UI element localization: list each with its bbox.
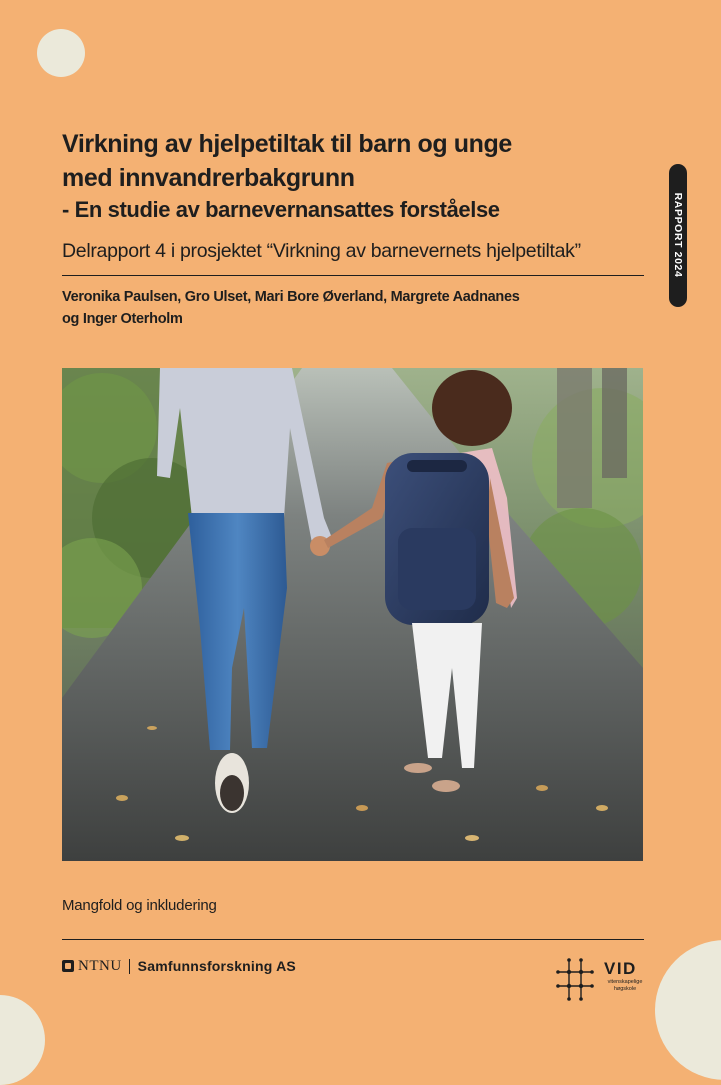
- divider-bottom: [62, 939, 644, 940]
- decorative-circle-top-left: [37, 29, 85, 77]
- authors-line-2: og Inger Oterholm: [62, 311, 183, 327]
- logo-separator: [129, 959, 130, 974]
- vid-logo: [555, 957, 645, 1002]
- publisher-logos: [62, 957, 296, 975]
- title-subtitle: - En studie av barnevernansattes forståelse: [62, 197, 500, 222]
- vid-logo-subtitle: [605, 979, 645, 993]
- ntnu-logo-text: NTNU: [78, 957, 122, 974]
- report-title: [62, 127, 652, 225]
- cover-photo: [62, 368, 643, 861]
- authors-line-1: Veronika Paulsen, Gro Ulset, Mari Bore Øverland, Margrete Aadnanes: [62, 289, 520, 305]
- decorative-circle-bottom-left: [0, 995, 45, 1085]
- title-line-2: med innvandrerbakgrunn: [62, 164, 355, 192]
- vid-logo-icon: [555, 957, 595, 1002]
- ntnu-logo-icon: [62, 960, 74, 972]
- series-label: Mangfold og inkludering: [62, 897, 217, 914]
- decorative-circle-bottom-right: [655, 940, 721, 1080]
- authors: [62, 286, 622, 330]
- vid-sub-line-1: vitenskapelige: [607, 979, 643, 985]
- report-year-label: RAPPORT 2024: [672, 192, 684, 278]
- vid-logo-text: VID: [604, 959, 637, 978]
- samfunnsforskning-logo-text: Samfunnsforskning AS: [137, 958, 296, 974]
- cover-photo-illustration: [62, 368, 643, 861]
- divider-top: [62, 275, 644, 276]
- delrapport-subtitle: Delrapport 4 i prosjektet “Virkning av barnevernets hjelpetiltak”: [62, 240, 581, 262]
- vid-sub-line-2: høgskole: [613, 986, 637, 992]
- title-line-1: Virkning av hjelpetiltak til barn og unge: [62, 130, 512, 158]
